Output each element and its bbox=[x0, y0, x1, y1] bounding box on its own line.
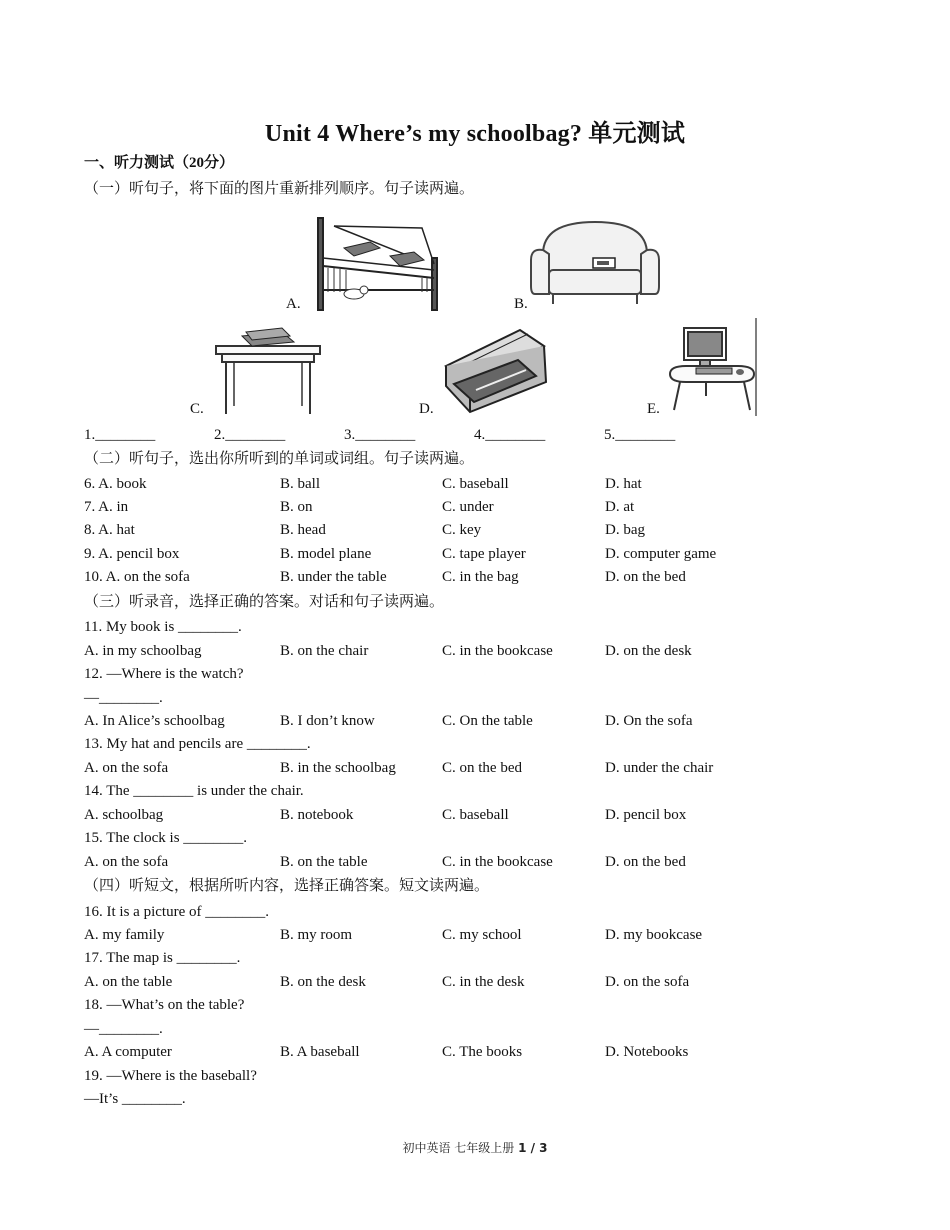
option[interactable]: D. computer game bbox=[605, 546, 717, 562]
picture-label-b: B. bbox=[514, 296, 528, 312]
option[interactable]: A. on the sofa bbox=[84, 854, 169, 870]
part2-instruction: （二）听句子，选出你所听到的单词或词组。句子读两遍。 bbox=[84, 451, 475, 467]
part4-instruction: （四）听短文，根据所听内容，选择正确答案。短文读两遍。 bbox=[84, 878, 490, 894]
answer-blank-5[interactable]: 5.________ bbox=[604, 427, 676, 443]
part1-instruction: （一）听句子，将下面的图片重新排列顺序。句子读两遍。 bbox=[84, 181, 475, 197]
question-row-6 bbox=[84, 474, 884, 494]
pencil-box-picture bbox=[440, 326, 552, 416]
options-16 bbox=[84, 925, 884, 945]
question-18-answer: —________. bbox=[84, 1021, 163, 1037]
page-number: 1 / 3 bbox=[518, 1141, 548, 1155]
part3-instruction: （三）听录音，选择正确的答案。对话和句子读两遍。 bbox=[84, 594, 445, 610]
picture-label-e: E. bbox=[647, 401, 660, 417]
option[interactable]: D. Notebooks bbox=[605, 1044, 689, 1060]
page-footer bbox=[0, 1139, 950, 1156]
option[interactable]: C. On the table bbox=[442, 713, 533, 729]
picture-label-a: A. bbox=[286, 296, 301, 312]
option[interactable]: C. baseball bbox=[442, 807, 509, 823]
option[interactable]: D. bag bbox=[605, 522, 645, 538]
options-14 bbox=[84, 805, 884, 825]
option[interactable]: B. on the desk bbox=[280, 974, 366, 990]
option[interactable]: D. hat bbox=[605, 476, 642, 492]
option[interactable]: D. on the desk bbox=[605, 643, 692, 659]
option[interactable]: D. my bookcase bbox=[605, 927, 703, 943]
question-row-7 bbox=[84, 497, 884, 517]
computer-table-picture bbox=[666, 318, 760, 416]
option[interactable]: A. my family bbox=[84, 927, 165, 943]
option[interactable]: A. schoolbag bbox=[84, 807, 164, 823]
option[interactable]: B. in the schoolbag bbox=[280, 760, 396, 776]
answer-blank-4[interactable]: 4.________ bbox=[474, 427, 546, 443]
option[interactable]: C. baseball bbox=[442, 476, 509, 492]
option[interactable]: 10. A. on the sofa bbox=[84, 569, 190, 585]
option[interactable]: A. in my schoolbag bbox=[84, 643, 202, 659]
option[interactable]: A. on the sofa bbox=[84, 760, 169, 776]
option[interactable]: B. A baseball bbox=[280, 1044, 360, 1060]
question-12: 12. —Where is the watch? bbox=[84, 666, 244, 682]
option[interactable]: C. my school bbox=[442, 927, 522, 943]
answer-blank-3[interactable]: 3.________ bbox=[344, 427, 416, 443]
option[interactable]: A. In Alice’s schoolbag bbox=[84, 713, 225, 729]
picture-label-d: D. bbox=[419, 401, 434, 417]
option[interactable]: B. head bbox=[280, 522, 326, 538]
sofa-picture bbox=[527, 214, 663, 309]
option[interactable]: B. I don’t know bbox=[280, 713, 375, 729]
options-11 bbox=[84, 641, 884, 661]
option[interactable]: B. my room bbox=[280, 927, 353, 943]
answer-blanks-row bbox=[84, 425, 884, 445]
option[interactable]: C. under bbox=[442, 499, 494, 515]
option[interactable]: B. ball bbox=[280, 476, 320, 492]
option[interactable]: D. on the sofa bbox=[605, 974, 690, 990]
option[interactable]: B. on bbox=[280, 499, 313, 515]
option[interactable]: D. on the bed bbox=[605, 569, 686, 585]
option[interactable]: 8. A. hat bbox=[84, 522, 135, 538]
option[interactable]: B. on the chair bbox=[280, 643, 369, 659]
option[interactable]: C. The books bbox=[442, 1044, 523, 1060]
question-16: 16. It is a picture of ________. bbox=[84, 904, 269, 920]
option[interactable]: C. in the bookcase bbox=[442, 643, 553, 659]
option[interactable]: C. in the bag bbox=[442, 569, 519, 585]
option[interactable]: B. under the table bbox=[280, 569, 387, 585]
option[interactable]: B. model plane bbox=[280, 546, 372, 562]
footer-text: 初中英语 七年级上册 bbox=[402, 1141, 519, 1155]
option[interactable]: D. pencil box bbox=[605, 807, 687, 823]
answer-blank-1[interactable]: 1.________ bbox=[84, 427, 156, 443]
option[interactable]: 7. A. in bbox=[84, 499, 129, 515]
option[interactable]: 9. A. pencil box bbox=[84, 546, 180, 562]
option[interactable]: D. On the sofa bbox=[605, 713, 693, 729]
picture-label-c: C. bbox=[190, 401, 204, 417]
option[interactable]: B. notebook bbox=[280, 807, 354, 823]
question-15: 15. The clock is ________. bbox=[84, 830, 248, 846]
options-18 bbox=[84, 1042, 884, 1062]
option[interactable]: 6. A. book bbox=[84, 476, 147, 492]
option[interactable]: C. on the bed bbox=[442, 760, 522, 776]
question-18: 18. —What’s on the table? bbox=[84, 997, 245, 1013]
option[interactable]: C. in the desk bbox=[442, 974, 525, 990]
question-11: 11. My book is ________. bbox=[84, 619, 242, 635]
bed-picture bbox=[314, 214, 446, 312]
option[interactable]: C. tape player bbox=[442, 546, 526, 562]
option[interactable]: D. at bbox=[605, 499, 635, 515]
table-with-books-picture bbox=[212, 326, 324, 416]
option[interactable]: C. in the bookcase bbox=[442, 854, 553, 870]
option[interactable]: C. key bbox=[442, 522, 482, 538]
options-15 bbox=[84, 852, 884, 872]
option[interactable]: D. under the chair bbox=[605, 760, 714, 776]
option[interactable]: A. A computer bbox=[84, 1044, 172, 1060]
options-17 bbox=[84, 972, 884, 992]
option[interactable]: D. on the bed bbox=[605, 854, 686, 870]
option[interactable]: B. on the table bbox=[280, 854, 368, 870]
section-heading-listening: 一、听力测试（20分） bbox=[84, 155, 235, 171]
options-12 bbox=[84, 711, 884, 731]
question-12-answer: —________. bbox=[84, 690, 163, 706]
question-row-9 bbox=[84, 544, 884, 564]
question-row-8 bbox=[84, 520, 884, 540]
question-13: 13. My hat and pencils are ________. bbox=[84, 736, 311, 752]
option[interactable]: A. on the table bbox=[84, 974, 173, 990]
question-19-answer: —It’s ________. bbox=[84, 1091, 186, 1107]
question-row-10 bbox=[84, 567, 884, 587]
question-17: 17. The map is ________. bbox=[84, 950, 241, 966]
question-14: 14. The ________ is under the chair. bbox=[84, 783, 304, 799]
question-19: 19. —Where is the baseball? bbox=[84, 1068, 257, 1084]
options-13 bbox=[84, 758, 884, 778]
answer-blank-2[interactable]: 2.________ bbox=[214, 427, 286, 443]
page-title: Unit 4 Where’s my schoolbag? 单元测试 bbox=[264, 121, 686, 147]
